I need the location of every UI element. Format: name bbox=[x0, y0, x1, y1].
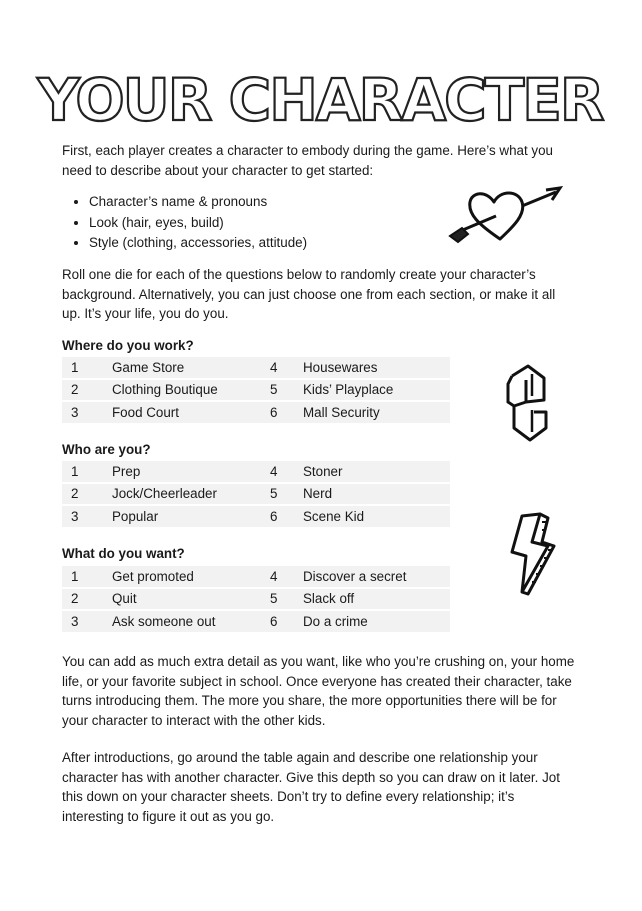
table-row bbox=[62, 484, 450, 505]
title-text: YOUR CHARACTER bbox=[37, 66, 603, 134]
who-table bbox=[62, 459, 450, 529]
option: Jock/Cheerleader bbox=[112, 484, 262, 505]
roll-number: 6 bbox=[262, 402, 303, 423]
option: Slack off bbox=[303, 589, 450, 610]
roll-number: 5 bbox=[262, 589, 303, 610]
roll-number: 2 bbox=[62, 484, 112, 505]
table-row bbox=[62, 461, 450, 482]
roll-number: 1 bbox=[62, 357, 112, 378]
table-row bbox=[62, 566, 450, 587]
section-title-work: Where do you work? bbox=[62, 338, 194, 353]
table-row bbox=[62, 589, 450, 610]
roll-number: 1 bbox=[62, 461, 112, 482]
detail-paragraph: You can add as much extra detail as you want, like who you’re crushing on, your home life, or your favorite subject in school. Once everyone has created their character, take turns introducing them. The more you share, the more opportunities there will be for your character to interact with the other kids. bbox=[62, 654, 575, 728]
lightning-bolt-icon bbox=[508, 508, 562, 598]
list-item: • Look (hair, eyes, build) bbox=[89, 213, 307, 234]
option: Discover a secret bbox=[303, 566, 450, 587]
roll-number: 3 bbox=[62, 611, 112, 632]
option: Popular bbox=[112, 506, 262, 527]
section-title-want: What do you want? bbox=[62, 546, 185, 561]
character-needs-list bbox=[62, 192, 307, 254]
roll-number: 5 bbox=[262, 484, 303, 505]
option: Kids’ Playplace bbox=[303, 380, 450, 401]
option: Quit bbox=[112, 589, 262, 610]
table-row bbox=[62, 357, 450, 378]
roll-number: 6 bbox=[262, 611, 303, 632]
option: Ask someone out bbox=[112, 611, 262, 632]
heart-arrow-icon bbox=[448, 184, 566, 248]
roll-number: 3 bbox=[62, 506, 112, 527]
section-title-who: Who are you? bbox=[62, 442, 151, 457]
table-row bbox=[62, 402, 450, 423]
table-row bbox=[62, 611, 450, 632]
option: Stoner bbox=[303, 461, 450, 482]
roll-number: 6 bbox=[262, 506, 303, 527]
option: Clothing Boutique bbox=[112, 380, 262, 401]
list-item: • Character’s name & pronouns bbox=[89, 192, 307, 213]
option: Game Store bbox=[112, 357, 262, 378]
roll-number: 5 bbox=[262, 380, 303, 401]
option: Do a crime bbox=[303, 611, 450, 632]
option: Get promoted bbox=[112, 566, 262, 587]
dollar-sign-icon bbox=[500, 362, 558, 446]
option: Prep bbox=[112, 461, 262, 482]
option: Mall Security bbox=[303, 402, 450, 423]
option: Housewares bbox=[303, 357, 450, 378]
roll-number: 3 bbox=[62, 402, 112, 423]
roll-number: 4 bbox=[262, 461, 303, 482]
work-table bbox=[62, 355, 450, 425]
intro-paragraph: First, each player creates a character to embody during the game. Here’s what you need to describe about your character to get started: bbox=[62, 143, 553, 178]
roll-number: 4 bbox=[262, 566, 303, 587]
page-title bbox=[37, 58, 603, 138]
table-row bbox=[62, 380, 450, 401]
option: Nerd bbox=[303, 484, 450, 505]
table-row bbox=[62, 506, 450, 527]
roll-number: 1 bbox=[62, 566, 112, 587]
roll-number: 2 bbox=[62, 589, 112, 610]
list-item: • Style (clothing, accessories, attitude) bbox=[89, 233, 307, 254]
roll-number: 4 bbox=[262, 357, 303, 378]
title-lettering bbox=[37, 58, 603, 138]
relationship-paragraph: After introductions, go around the table again and describe one relationship your character has with another character. Give this depth so you can draw on it later. Jot this down on your character sheets. Don’t try to define every relationship; it’s interesting to figure it out as you go. bbox=[62, 750, 560, 824]
option: Food Court bbox=[112, 402, 262, 423]
option: Scene Kid bbox=[303, 506, 450, 527]
want-table bbox=[62, 564, 450, 634]
roll-instructions: Roll one die for each of the questions below to randomly create your character’s background. Alternatively, you can just choose one from each section, or make it all up. It’s your life, you do you. bbox=[62, 267, 556, 321]
roll-number: 2 bbox=[62, 380, 112, 401]
